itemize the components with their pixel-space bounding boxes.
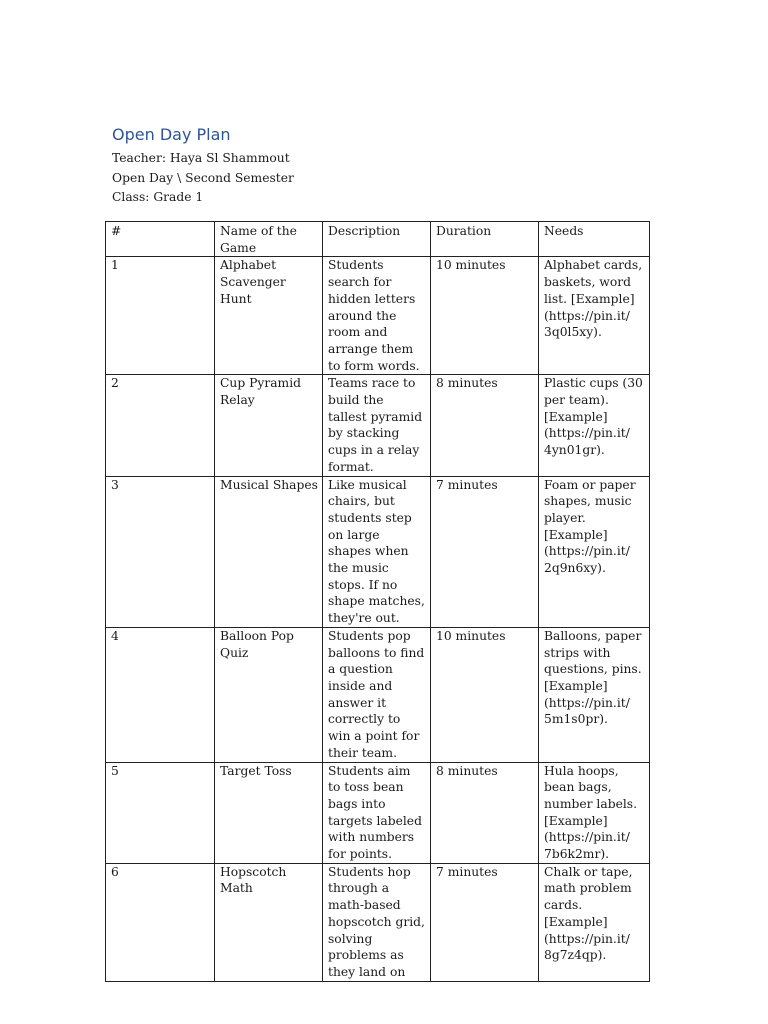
teacher-line: Teacher: Haya Sl Shammout — [112, 151, 290, 165]
game-name: Alphabet Scavenger Hunt — [215, 257, 323, 375]
table-row — [106, 476, 650, 627]
table-header-row — [106, 222, 650, 257]
game-needs: Hula hoops, bean bags, number labels. [Example] (https://pin.it/ 7b6k2mr). — [539, 762, 650, 863]
game-duration: 8 minutes — [431, 762, 539, 863]
game-name: Target Toss — [215, 762, 323, 863]
row-number: 2 — [106, 375, 215, 476]
row-number: 5 — [106, 762, 215, 863]
game-duration: 7 minutes — [431, 476, 539, 627]
document-meta — [112, 149, 294, 208]
row-number: 3 — [106, 476, 215, 627]
table-row — [106, 375, 650, 476]
game-needs: Chalk or tape, math problem cards. [Example] (https://pin.it/ 8g7z4qp). — [539, 863, 650, 981]
game-description: Students search for hidden letters around the room and arrange them to form words. — [323, 257, 431, 375]
game-needs: Balloons, paper strips with questions, pins. [Example] (https://pin.it/ 5m1s0pr). — [539, 627, 650, 762]
row-number: 4 — [106, 627, 215, 762]
game-description: Teams race to build the tallest pyramid by stacking cups in a relay format. — [323, 375, 431, 476]
table-row — [106, 257, 650, 375]
game-name: Balloon Pop Quiz — [215, 627, 323, 762]
game-name: Musical Shapes — [215, 476, 323, 627]
header-description: Description — [323, 222, 431, 257]
table-row — [106, 627, 650, 762]
event-line: Open Day \ Second Semester — [112, 170, 294, 185]
header-number: # — [106, 222, 215, 257]
header-needs: Needs — [539, 222, 650, 257]
game-description: Students aim to toss bean bags into targets labeled with numbers for points. — [323, 762, 431, 863]
game-description: Students pop balloons to find a question inside and answer it correctly to win a point for their team. — [323, 627, 431, 762]
game-duration: 10 minutes — [431, 257, 539, 375]
table-row — [106, 762, 650, 863]
header-game-name: Name of the Game — [215, 222, 323, 257]
games-table — [105, 221, 650, 982]
game-needs: Foam or paper shapes, music player. [Example] (https://pin.it/ 2q9n6xy). — [539, 476, 650, 627]
game-duration: 10 minutes — [431, 627, 539, 762]
class-line: Class: Grade 1 — [112, 190, 204, 204]
game-name: Hopscotch Math — [215, 863, 323, 981]
page-title: Open Day Plan — [112, 125, 231, 144]
game-name: Cup Pyramid Relay — [215, 375, 323, 476]
row-number: 6 — [106, 863, 215, 981]
game-description: Students hop through a math-based hopscotch grid, solving problems as they land on — [323, 863, 431, 981]
row-number: 1 — [106, 257, 215, 375]
game-needs: Alphabet cards, baskets, word list. [Example] (https://pin.it/ 3q0l5xy). — [539, 257, 650, 375]
game-needs: Plastic cups (30 per team). [Example] (https://pin.it/ 4yn01gr). — [539, 375, 650, 476]
game-duration: 8 minutes — [431, 375, 539, 476]
game-duration: 7 minutes — [431, 863, 539, 981]
header-duration: Duration — [431, 222, 539, 257]
table-row — [106, 863, 650, 981]
game-description: Like musical chairs, but students step on large shapes when the music stops. If no shape matches, they're out. — [323, 476, 431, 627]
